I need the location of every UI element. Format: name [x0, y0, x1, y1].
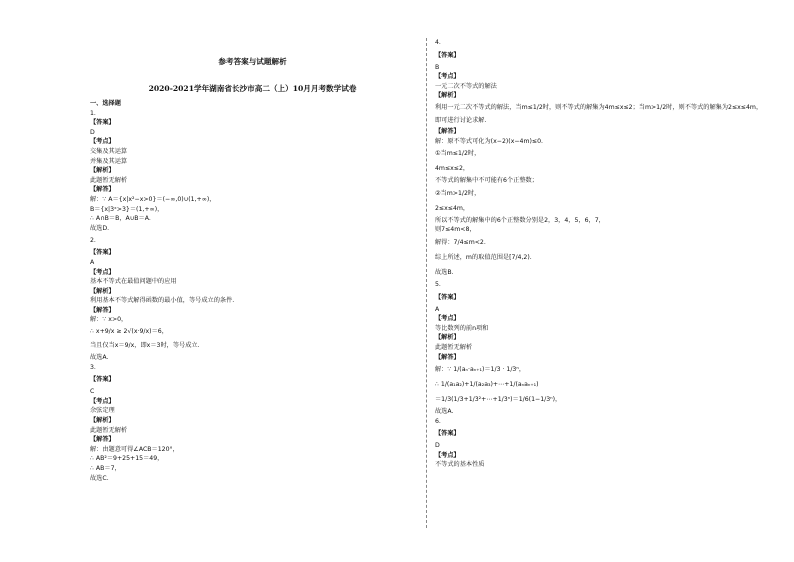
- topic-label: 【考点】: [435, 315, 460, 323]
- solution-line: 故选C.: [90, 474, 109, 482]
- question-number: 5.: [435, 280, 441, 288]
- answer-label: 【答案】: [90, 376, 115, 384]
- answer-value: A: [435, 305, 440, 313]
- solution-line: B＝{x|3ˣ>3}＝(1,+∞)，: [90, 205, 164, 213]
- topic-label: 【考点】: [90, 268, 115, 276]
- answer-value: D: [90, 128, 95, 136]
- solution-line: 所以不等式的解集中的6个正整数分别是2，3，4，5，6，7，: [435, 216, 605, 224]
- solution-line: 解：由题意可得∠ACB＝120°，: [90, 445, 179, 453]
- answer-label: 【答案】: [435, 51, 460, 59]
- analysis-text: 此题暂无解析: [90, 176, 128, 184]
- solution-line: ∴ AB²＝9+25+15＝49，: [90, 455, 164, 463]
- answer-value: C: [90, 388, 95, 396]
- question-number: 2.: [90, 237, 96, 245]
- analysis-text: 利用基本不等式解得函数的最小值，等号成立的条件.: [90, 297, 235, 305]
- solution-line: 故选A.: [90, 354, 109, 362]
- analysis-label: 【解析】: [90, 167, 115, 175]
- solution-line: ＝1/3(1/3+1/3²+⋯+1/3ⁿ)＝1/6(1−1/3ⁿ)，: [435, 396, 562, 404]
- solution-line: 综上所述，m的取值范围是[7/4,2).: [435, 253, 532, 261]
- analysis-label: 【解析】: [90, 287, 115, 295]
- solution-line: 4m≤x≤2，: [435, 165, 470, 173]
- analysis-label: 【解析】: [90, 417, 115, 425]
- solution-line: ∴ AB＝7，: [90, 465, 121, 472]
- answer-label: 【答案】: [435, 293, 460, 301]
- solution-line: ②当m>1/2时，: [435, 189, 481, 197]
- solution-line: 解：∵ x>0，: [90, 316, 128, 324]
- topic-text: 基本不等式在最值问题中的应用: [90, 278, 177, 286]
- solution-label: 【解答】: [90, 436, 115, 444]
- topic-label: 【考点】: [90, 397, 115, 405]
- solution-label: 【解答】: [435, 127, 460, 135]
- topic-text: 并集及其运算: [90, 157, 128, 165]
- analysis-text: 即可进行讨论求解.: [435, 116, 487, 124]
- question-number: 3.: [90, 363, 96, 371]
- solution-line: 故选A.: [435, 408, 454, 416]
- solution-label: 【解答】: [435, 353, 460, 361]
- topic-label: 【考点】: [435, 73, 460, 81]
- answer-label: 【答案】: [90, 119, 115, 127]
- analysis-label: 【解析】: [435, 92, 460, 100]
- column-divider: [426, 38, 427, 528]
- exam-title: 2020-2021学年湖南省长沙市高二（上）10月月考数学试卷: [148, 84, 357, 93]
- question-number: 4.: [435, 39, 441, 46]
- question-number: 6.: [435, 417, 441, 425]
- left-column: [90, 56, 415, 483]
- analysis-text: 利用一元二次不等式的解法，当m≤1/2时，则不等式的解集为4m≤x≤2；当m>1/2时，则不等式的解集为2≤x≤4m，: [435, 103, 763, 111]
- solution-line: 2≤x≤4m，: [435, 204, 470, 212]
- answer-value: B: [435, 63, 440, 71]
- solution-line: 解：∵ A＝{x|x²−x>0}＝(−∞,0)∪(1,+∞)，: [90, 195, 216, 203]
- solution-line: ∴ x+9/x ≥ 2√(x·9/x)＝6，: [90, 328, 168, 336]
- analysis-label: 【解析】: [435, 334, 460, 342]
- analysis-text: 此题暂无解析: [90, 426, 128, 434]
- solution-line: ∴ A∩B＝B，A∪B＝A.: [90, 215, 151, 223]
- topic-text: 交集及其运算: [90, 147, 128, 155]
- right-column: [435, 38, 770, 470]
- topic-label: 【考点】: [435, 451, 460, 459]
- answer-label: 【答案】: [90, 249, 115, 257]
- solution-line: 不等式的解集中不可能有6个正整数；: [435, 177, 538, 185]
- solution-line: 当且仅当x＝9/x，即x＝3时，等号成立.: [90, 342, 200, 350]
- topic-text: 余弦定理: [90, 407, 115, 415]
- page-title: 参考答案与试题解析: [218, 57, 287, 66]
- topic-label: 【考点】: [90, 138, 115, 146]
- answer-value: A: [90, 258, 95, 266]
- solution-line: ①当m≤1/2时，: [435, 150, 481, 158]
- section-heading: 一、选择题: [90, 100, 121, 107]
- solution-line: ∴ 1/(a₁a₂)+1/(a₂a₃)+⋯+1/(aₙaₙ₊₁): [435, 381, 539, 389]
- solution-line: 故选B.: [435, 268, 454, 276]
- analysis-text: 此题暂无解析: [435, 343, 473, 351]
- solution-line: 故选D.: [90, 224, 110, 232]
- solution-line: 解：∵ 1/(aₙ·aₙ₊₁)＝1/3 · 1/3ⁿ，: [435, 366, 526, 374]
- answer-label: 【答案】: [435, 430, 460, 438]
- solution-line: 则7≤4m<8，: [435, 226, 476, 234]
- answer-value: D: [435, 442, 440, 450]
- solution-line: 解得：7/4≤m<2.: [435, 238, 486, 246]
- solution-label: 【解答】: [90, 186, 115, 194]
- topic-text: 不等式的基本性质: [435, 461, 485, 469]
- question-number: 1.: [90, 109, 96, 117]
- solution-line: 解：原不等式可化为(x−2)(x−4m)≤0.: [435, 137, 544, 145]
- topic-text: 等比数列的前n项和: [435, 324, 489, 332]
- topic-text: 一元二次不等式的解法: [435, 82, 497, 90]
- solution-label: 【解答】: [90, 306, 115, 314]
